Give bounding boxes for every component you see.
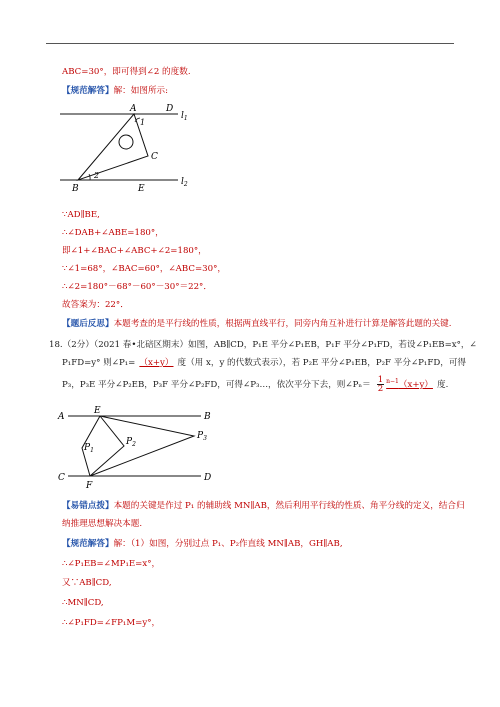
- hint-text-1: 本题的关键是作过 P₁ 的辅助线 MN∥AB，然后利用平行线的性质、角平分线的定义，结合归: [113, 501, 465, 511]
- top-fragment: ABC=30°，即可得到∠2 的度数.: [62, 67, 191, 77]
- solution1-step-3: 即∠1+∠BAC+∠ABC+∠2=180°，: [62, 246, 207, 256]
- fig2-label-P1: $P_1$: [84, 443, 94, 454]
- fig1-label-A: A: [130, 104, 137, 114]
- header-rule: [46, 43, 454, 44]
- solution2-step-4: ∴∠P₁FD=∠FP₁M=y°，: [62, 618, 161, 628]
- fig2-label-F: F: [86, 481, 93, 490]
- question18-answer1: （x+y）: [139, 358, 174, 368]
- fig2-label-E: E: [94, 406, 101, 416]
- answer2-tail: （x+y）: [398, 380, 433, 390]
- fig2-label-P3: $P_3$: [197, 431, 207, 442]
- question18-line1: 18.（2分）（2021 春•北碚区期末）如图，AB∥CD，P₁E 平分∠P₁EB，P₁F 平分∠P₁FD，若设∠P₁EB=x°，∠: [49, 340, 477, 350]
- question18-line3-suffix: 度.: [436, 380, 449, 390]
- figure-parallel-lines-triangle: [58, 98, 198, 198]
- reflection-text: 本题考查的是平行线的性质，根据两直线平行，同旁内角互补进行计算是解答此题的关键.: [113, 319, 452, 329]
- solution1-step-5: ∴∠2=180°－68°－60°－30°＝22°．: [62, 282, 212, 292]
- fig1-label-E: E: [138, 184, 145, 194]
- fig1-label-2: 2: [94, 171, 100, 180]
- figure-bisector-points: [56, 404, 226, 490]
- fig2-label-P2: $P_2$: [126, 437, 136, 448]
- solution1-tag: 【规范解答】: [62, 86, 114, 96]
- hint-line1: [62, 500, 465, 512]
- question18-line2-prefix: P₁FD=y° 则∠P₁=: [62, 358, 136, 368]
- fig1-label-D: D: [166, 104, 174, 114]
- fig2-label-A: A: [58, 412, 65, 422]
- solution2-tag: 【规范解答】: [62, 539, 114, 549]
- fig2-label-D: D: [204, 473, 212, 483]
- solution1-step-4: ∵∠1=68°，∠BAC=60°，∠ABC=30°，: [62, 264, 226, 274]
- answer2-exponent: n−1: [386, 378, 399, 386]
- fig1-label-l1: $l_1$: [181, 111, 188, 122]
- solution2-header: [62, 538, 343, 550]
- reflection-tag: 【题后反思】: [62, 319, 114, 329]
- solution2-step-2: 又∵AB∥CD,: [62, 578, 112, 588]
- answer2-fraction: $\frac{1}{2}$: [377, 375, 384, 394]
- solution1-step-1: ∵AD∥BE,: [62, 210, 100, 220]
- fig1-label-C: C: [151, 152, 158, 162]
- solution1-header: [62, 85, 168, 97]
- fig1-label-B: B: [72, 184, 79, 194]
- solution1-step-6: 故答案为：22°．: [62, 300, 129, 310]
- solution1-intro: 解：如图所示:: [113, 86, 169, 96]
- solution2-step-1: ∴∠P₁EB=∠MP₁E=x°，: [62, 559, 161, 569]
- question18-answer2: [371, 375, 437, 394]
- fig1-label-1: 1: [140, 118, 146, 127]
- question18-line2: [62, 357, 466, 369]
- question18-line3: [62, 376, 448, 393]
- question18-line2-suffix: 度（用 x，y 的代数式表示），若 P₂E 平分∠P₁EB，P₂F 平分∠P₁FD，可得: [177, 358, 467, 368]
- fig1-label-l2: $l_2$: [181, 177, 188, 188]
- solution1-step-2: ∴∠DAB+∠ABE=180°，: [62, 228, 164, 238]
- hint-line2: 纳推理思想解决本题.: [62, 519, 143, 529]
- solution2-intro: 解：（1）如图，分别过点 P₁、P₂作直线 MN∥AB，GH∥AB,: [113, 539, 343, 549]
- reflection: [62, 318, 451, 330]
- fig2-label-B: B: [204, 412, 211, 422]
- question18-line3-prefix: P₃，P₃E 平分∠P₂EB，P₃F 平分∠P₂FD，可得∠P₃…，依次平分下去，则∠Pₙ＝: [62, 380, 371, 390]
- fig2-label-C: C: [58, 473, 65, 483]
- hint-tag: 【易错点拨】: [62, 501, 114, 511]
- solution2-step-3: ∴MN∥CD,: [62, 598, 104, 608]
